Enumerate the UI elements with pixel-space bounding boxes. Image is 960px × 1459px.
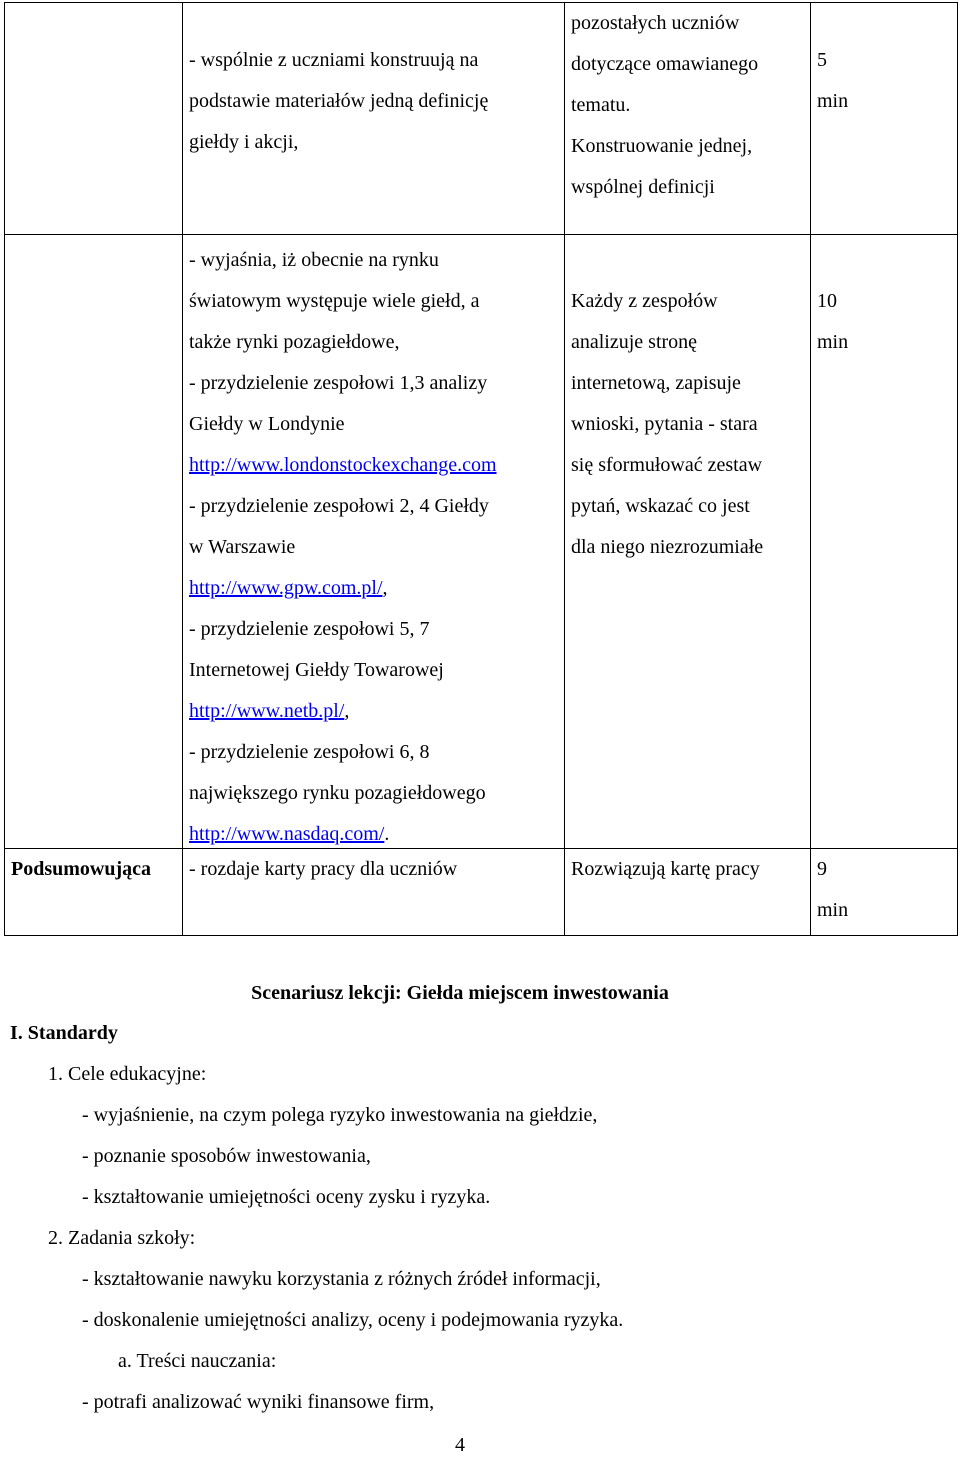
- list-item: - doskonalenie umiejętności analizy, oceny i podejmowania ryzyka.: [82, 1309, 624, 1331]
- teacher-activity-cell: - wspólnie z uczniami konstruują na podstawie materiałów jedną definicję giełdy i akcji,: [182, 2, 564, 234]
- gpw-link[interactable]: http://www.gpw.com.pl/: [189, 577, 383, 599]
- student-activity-cell: Każdy z zespołów analizuje stronę internetową, zapisuje wnioski, pytania - stara się sformułować zestaw pytań, wskazać co jest dla niego niezrozumiałe: [564, 234, 810, 848]
- teacher-activity-cell: - rozdaje karty pracy dla uczniów: [182, 848, 564, 936]
- scenario-title: Scenariusz lekcji: Giełda miejscem inwestowania: [251, 982, 669, 1004]
- table-row: [4, 848, 958, 936]
- list-item: - kształtowanie nawyku korzystania z różnych źródeł informacji,: [82, 1268, 601, 1290]
- time-cell: 5 min: [810, 2, 958, 234]
- stage-cell: Podsumowująca: [4, 848, 182, 936]
- page-number: 4: [455, 1434, 465, 1456]
- stage-cell: [4, 234, 182, 848]
- student-activity-cell: pozostałych uczniów dotyczące omawianego tematu. Konstruowanie jednej, wspólnej definicji: [564, 2, 810, 234]
- list-item: - poznanie sposobów inwestowania,: [82, 1145, 371, 1167]
- list-item: - potrafi analizować wyniki finansowe firm,: [82, 1391, 435, 1413]
- netb-link[interactable]: http://www.netb.pl/: [189, 700, 345, 722]
- list-item: - kształtowanie umiejętności oceny zysku i ryzyka.: [82, 1186, 491, 1208]
- nasdaq-link[interactable]: http://www.nasdaq.com/: [189, 823, 385, 845]
- list-item: - wyjaśnienie, na czym polega ryzyko inwestowania na giełdzie,: [82, 1104, 598, 1126]
- lesson-table: [4, 2, 958, 936]
- time-cell: 9 min: [810, 848, 958, 936]
- table-row: [4, 2, 958, 234]
- stage-cell: [4, 2, 182, 234]
- time-cell: 10 min: [810, 234, 958, 848]
- table-row: [4, 234, 958, 848]
- london-stock-exchange-link[interactable]: http://www.londonstockexchange.com: [189, 454, 497, 476]
- section-heading: I. Standardy: [10, 1022, 118, 1044]
- teacher-activity-cell: - wyjaśnia, iż obecnie na rynku światowym występuje wiele giełd, a także rynki pozagiełdowe, - przydzielenie zespołowi 1,3 analizy Giełdy w Londynie http://www.londonstockexchange.com - przydzielenie zespołowi 2, 4 Giełdy w Warszawie http://www.gpw.com.pl/, - przydzielenie zespołowi 5, 7 Internetowej Giełdy Towarowej http://www.netb.pl/, - przydzielenie zespołowi 6, 8 największego rynku pozagiełdowego http://www.nasdaq.com/.: [182, 234, 564, 848]
- tasks-heading: 2. Zadania szkoły:: [48, 1227, 196, 1249]
- goals-heading: 1. Cele edukacyjne:: [48, 1063, 207, 1085]
- content-heading: a. Treści nauczania:: [118, 1350, 277, 1372]
- student-activity-cell: Rozwiązują kartę pracy: [564, 848, 810, 936]
